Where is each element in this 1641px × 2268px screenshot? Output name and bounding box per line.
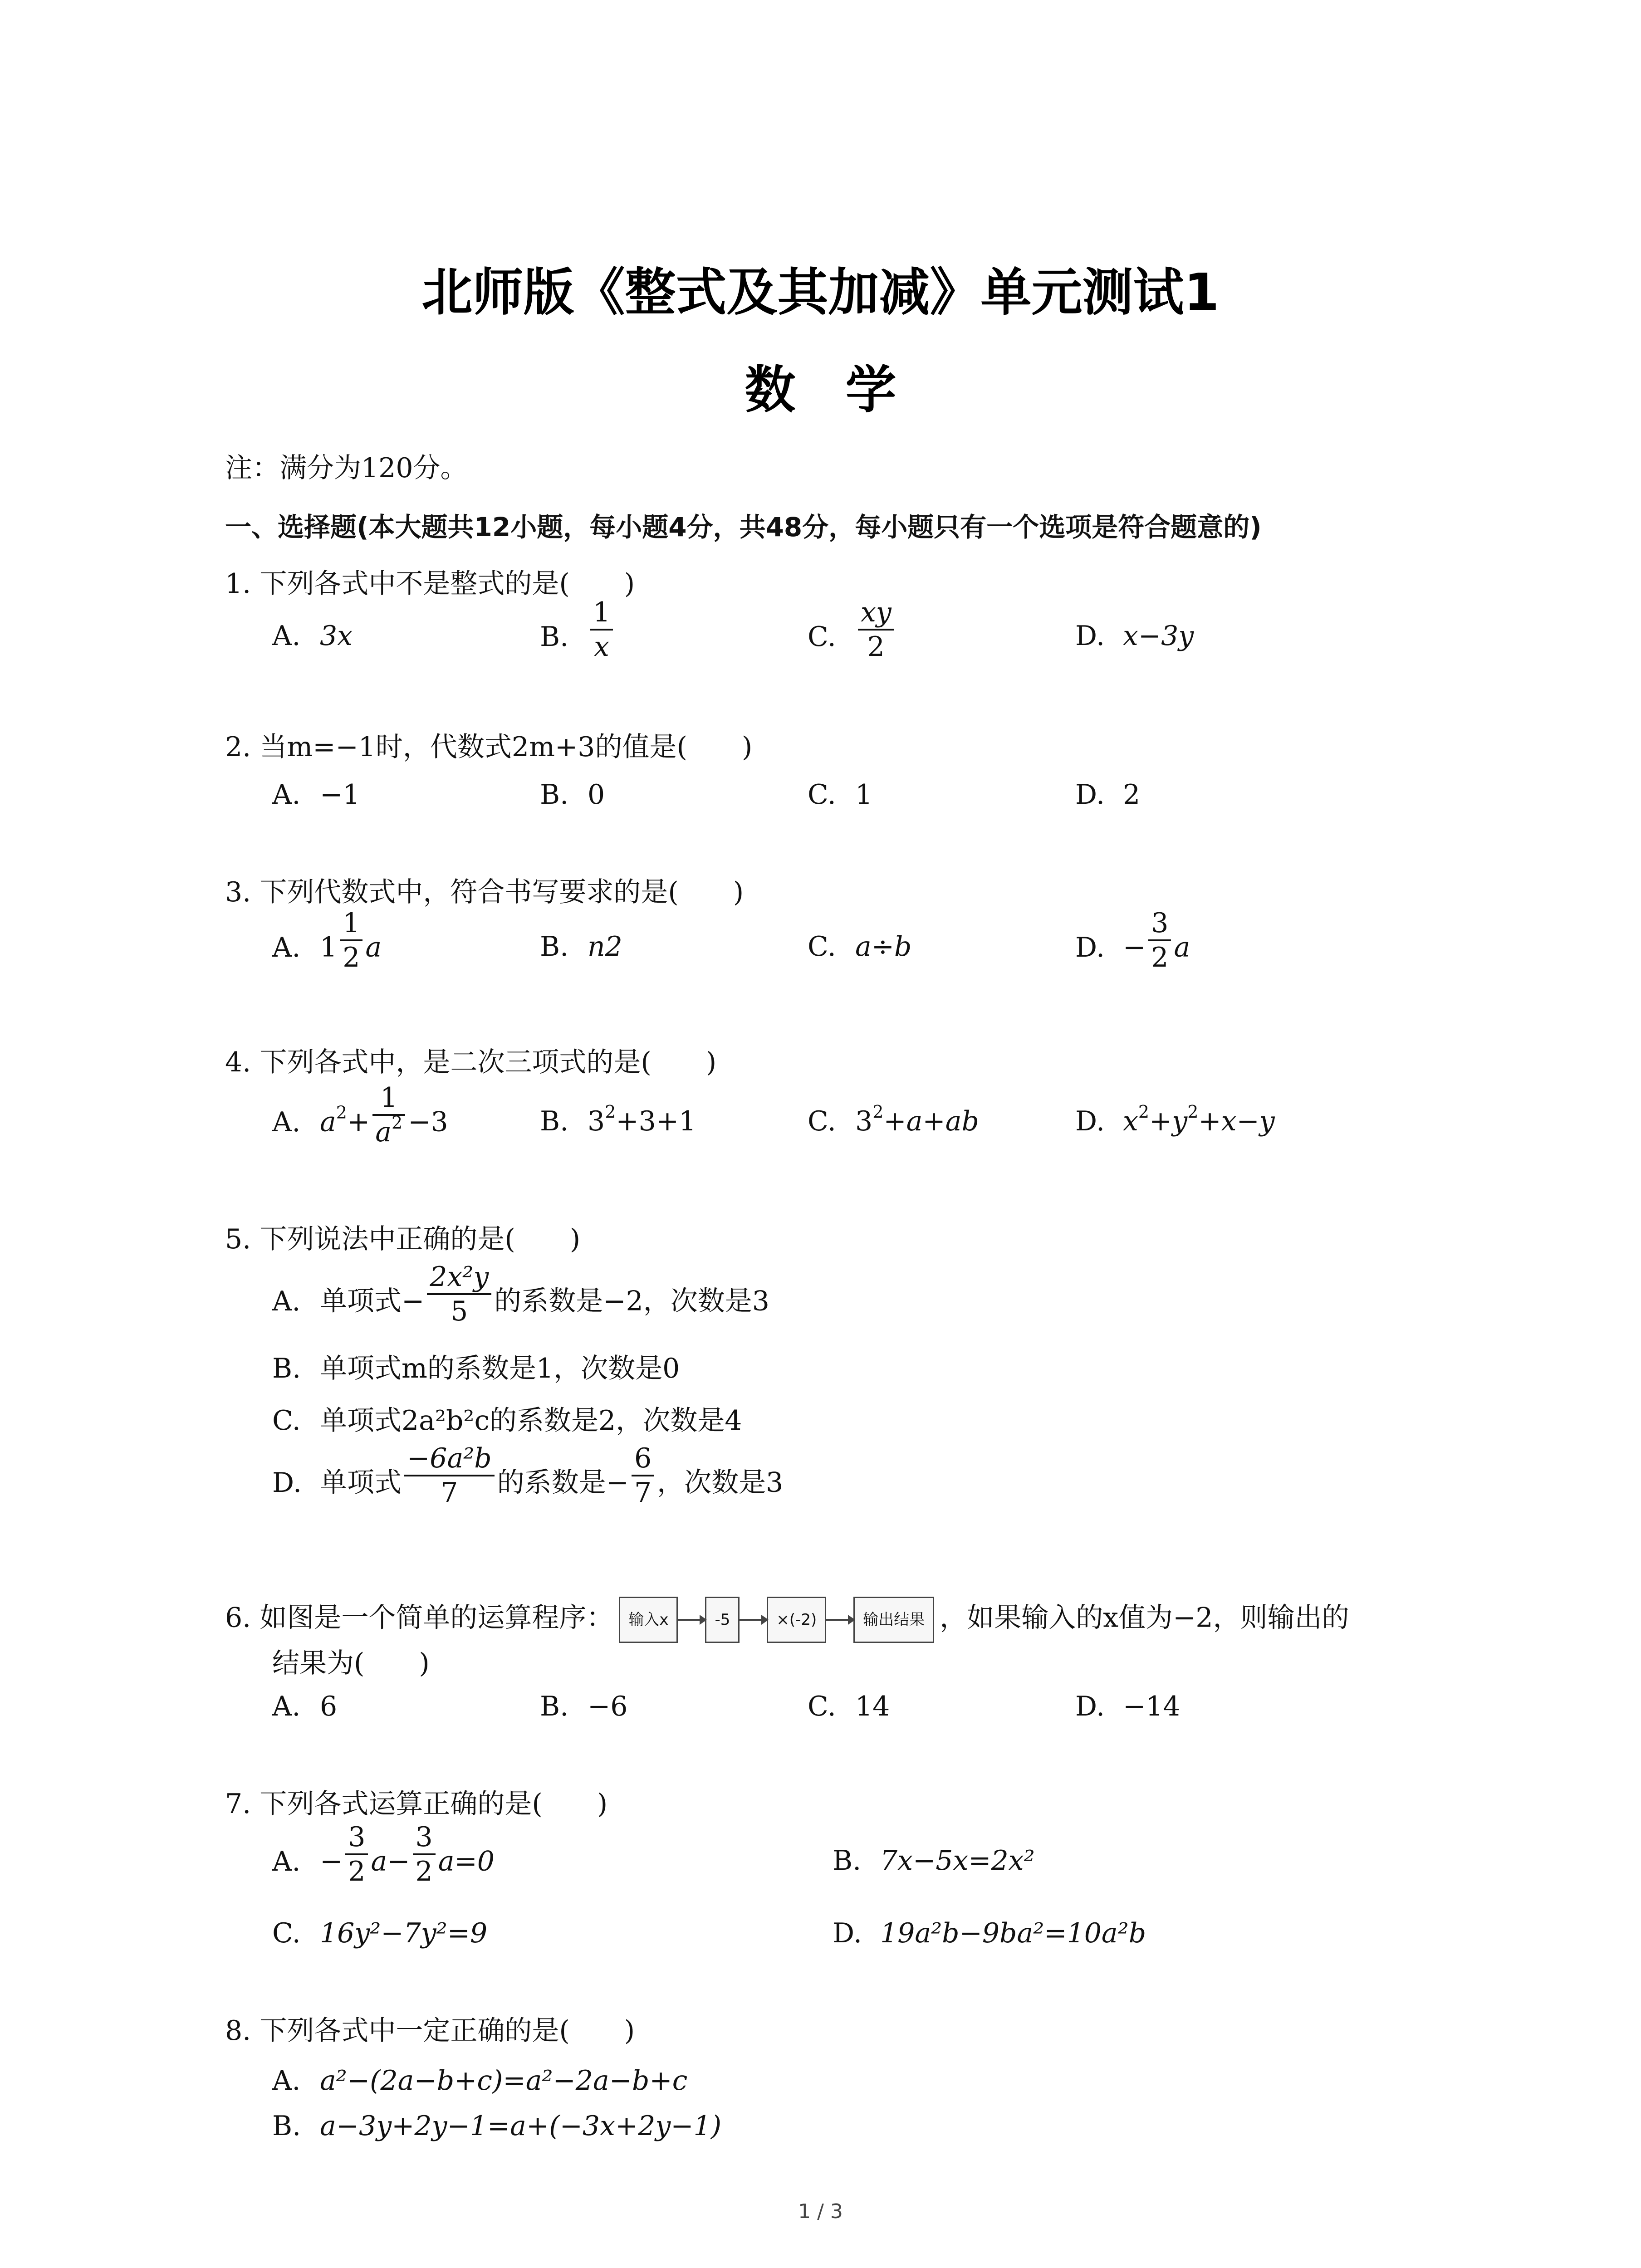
flow-box-output: 输出结果: [853, 1597, 934, 1643]
flow-arrow: [678, 1619, 705, 1621]
q1-option-b: B. $\frac{1}{x}$: [540, 617, 616, 660]
section-heading: 一、选择题(本大题共12小题，每小题4分，共48分，每小题只有一个选项是符合题意的): [225, 512, 1262, 543]
q6-option-a: A. 6: [272, 1691, 338, 1722]
subject-title: 数学: [745, 361, 946, 420]
q4-option-c: C. $3^2+a+ab$: [808, 1102, 979, 1137]
q4-option-d: D. $x^2+y^2+x-y$: [1075, 1102, 1275, 1137]
flow-arrow: [826, 1619, 853, 1621]
flow-box-times-neg2: ×(-2): [767, 1597, 826, 1643]
q3-option-c: C. a÷b: [808, 931, 912, 963]
page-number: 1 / 3: [798, 2200, 843, 2223]
question-6-stem-line2: 结果为( ): [272, 1647, 430, 1679]
q5-option-c: C. 单项式2a²b²c的系数是2，次数是4: [272, 1405, 742, 1437]
q4-option-a: A. $a^2+$ $\frac{1}{a^2}$ −3: [272, 1082, 448, 1148]
flow-box-minus-5: -5: [705, 1597, 740, 1643]
question-5-stem: 5. 下列说法中正确的是( ): [225, 1223, 581, 1255]
q2-option-c: C. 1: [808, 779, 873, 811]
q3-option-b: B. n2: [540, 931, 622, 963]
q4-option-b: B. $3^2+3+1$: [540, 1102, 696, 1137]
q7-option-c: C. 16y²−7y²=9: [272, 1917, 488, 1949]
question-7-stem: 7. 下列各式运算正确的是( ): [225, 1788, 608, 1820]
q7-option-a: A. − $\frac{3}{2}$ a− $\frac{3}{2}$ a=0: [272, 1821, 495, 1887]
flowchart: [619, 1597, 934, 1643]
question-3-stem: 3. 下列代数式中，符合书写要求的是( ): [225, 876, 744, 908]
q1-option-a: A. 3x: [272, 620, 353, 652]
score-note: 注：满分为120分。: [225, 452, 468, 484]
question-1-stem: 1. 下列各式中不是整式的是( ): [225, 568, 635, 600]
q8-option-b: B. a−3y+2y−1=a+(−3x+2y−1): [272, 2110, 722, 2142]
page-title: 北师版《整式及其加减》单元测试1: [421, 263, 1220, 322]
flow-arrow: [740, 1619, 767, 1621]
question-6-stem: 6. 如图是一个简单的运算程序： 输入x -5 ×(-2) 输出结果 ，如果输入的x值为−2，则输出的: [225, 1597, 1349, 1643]
question-8-stem: 8. 下列各式中一定正确的是( ): [225, 2015, 635, 2047]
q3-option-d: D. − $\frac{3}{2}$ a: [1075, 907, 1190, 973]
q1-option-d: D. x−3y: [1075, 620, 1194, 652]
flow-box-input: 输入x: [619, 1597, 678, 1643]
question-4-stem: 4. 下列各式中，是二次三项式的是( ): [225, 1046, 717, 1078]
q6-option-d: D. −14: [1075, 1691, 1181, 1722]
q5-option-a: A. 单项式− $\frac{\text{2x²y}}{5}$ 的系数是−2，次数是3: [272, 1261, 769, 1327]
q8-option-a: A. a²−(2a−b+c)=a²−2a−b+c: [272, 2065, 688, 2097]
q2-option-b: B. 0: [540, 779, 605, 811]
q5-option-b: B. 单项式m的系数是1，次数是0: [272, 1353, 680, 1384]
q2-option-d: D. 2: [1075, 779, 1141, 811]
q7-option-b: B. 7x−5x=2x²: [833, 1845, 1035, 1877]
q1-option-c: C. $\frac{xy}{2}$: [808, 617, 897, 660]
question-2-stem: 2. 当m=−1时，代数式2m+3的值是( ): [225, 731, 753, 763]
q6-option-b: B. −6: [540, 1691, 628, 1722]
q2-option-a: A. −1: [272, 779, 360, 811]
q7-option-d: D. 19a²b−9ba²=10a²b: [833, 1917, 1146, 1949]
q3-option-a: A. 1 $\frac{1}{2}$ a: [272, 907, 382, 973]
q5-option-d: D. 单项式 $\frac{\text{−6a²b}}{7}$ 的系数是− $\frac{6}{7}$ ，次数是3: [272, 1442, 784, 1509]
q6-option-c: C. 14: [808, 1691, 890, 1722]
